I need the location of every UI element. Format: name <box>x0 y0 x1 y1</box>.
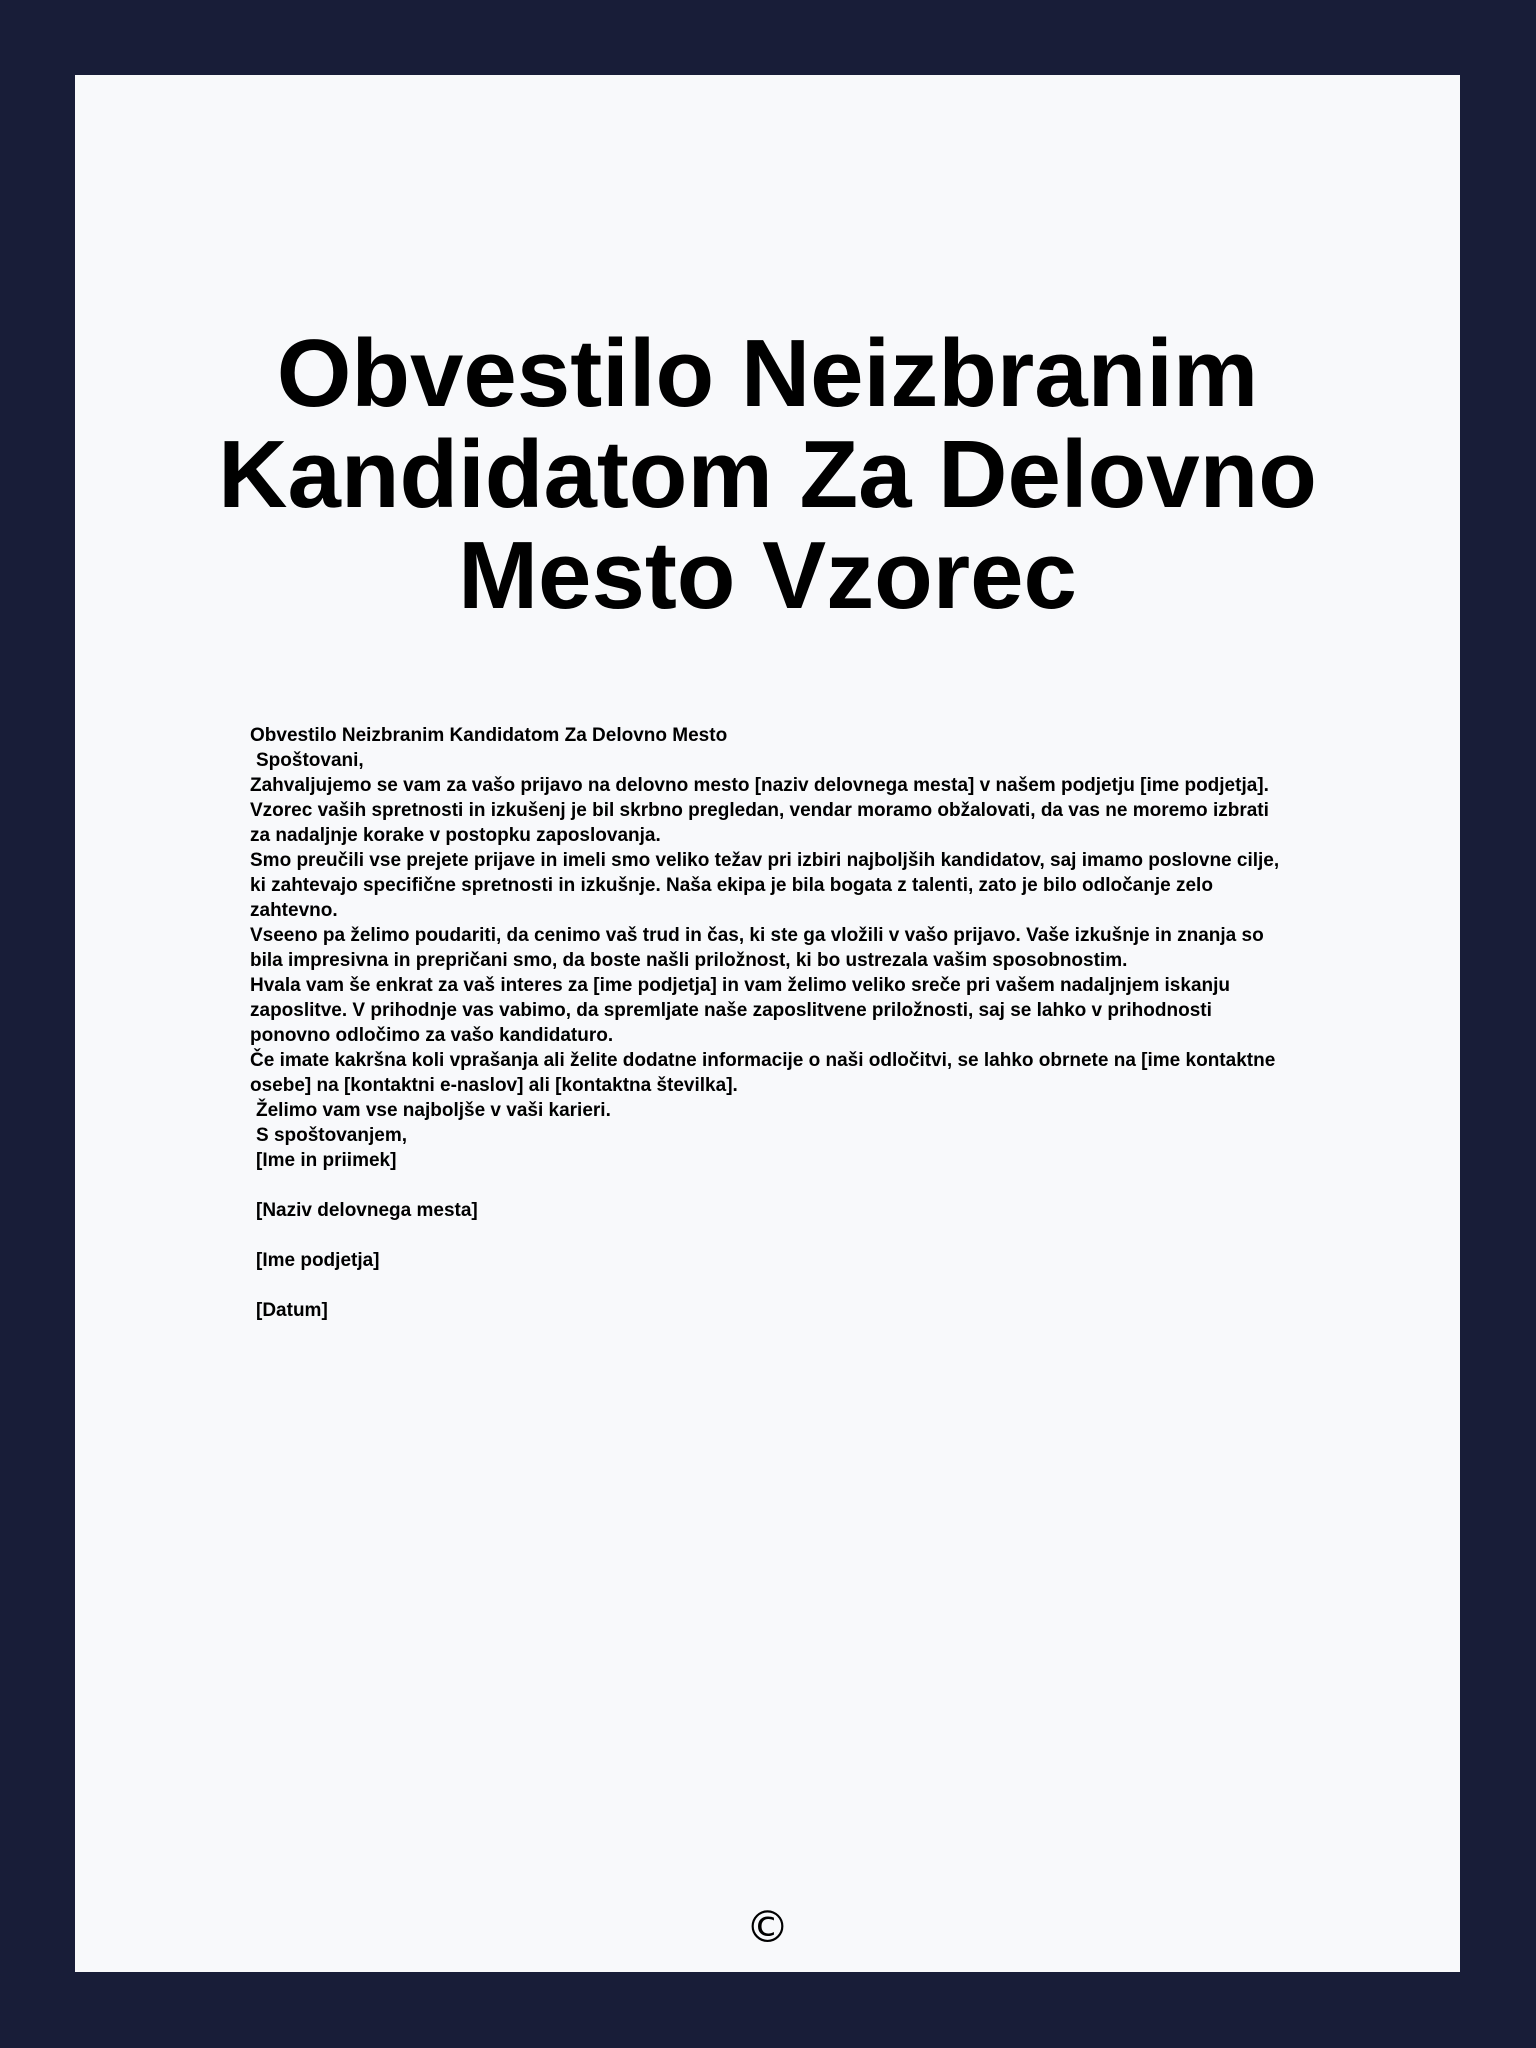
signature-name: [Ime in priimek] <box>256 1150 397 1171</box>
signature-company: [Ime podjetja] <box>256 1250 380 1271</box>
copyright-icon: © <box>745 1902 790 1953</box>
document-page <box>75 75 1460 1972</box>
signature-position: [Naziv delovnega mesta] <box>256 1200 478 1221</box>
letter-paragraph: Vseeno pa želimo poudariti, da cenimo vaš trud in čas, ki ste ga vložili v vašo prijavo. Vaše izkušnje in znanja so bila impresivna in prepričani smo, da boste našli priložnost, ki bo ustrezala vašim sposobnostim. <box>250 925 1264 971</box>
letter-paragraph: Če imate kakršna koli vprašanja ali želite dodatne informacije o naši odločitvi, se lahko obrnete na [ime kontaktne osebe] na [kontaktni e-naslov] ali [kontaktna številka]. <box>250 1050 1276 1096</box>
spacer <box>250 1273 1290 1298</box>
letter-paragraph: Zahvaljujemo se vam za vašo prijavo na delovno mesto [naziv delovnega mesta] v našem podjetju [ime podjetja]. Vzorec vaših spretnosti in izkušenj je bil skrbno pregledan, vendar moramo obžalovati, da vas ne moremo izbrati za nadaljnje korake v postopku zaposlovanja. <box>250 775 1269 846</box>
letter-closing-wish: Želimo vam vse najboljše v vaši karieri. <box>256 1100 611 1121</box>
letter-body <box>250 723 1290 1323</box>
letter-paragraph: Hvala vam še enkrat za vaš interes za [ime podjetja] in vam želimo veliko sreče pri vašem nadaljnjem iskanju zaposlitve. V prihodnje vas vabimo, da spremljate naše zaposlitvene priložnosti, saj se lahko v prihodnosti ponovno odločimo za vašo kandidaturo. <box>250 975 1231 1046</box>
spacer <box>250 1173 1290 1198</box>
letter-paragraph: Smo preučili vse prejete prijave in imeli smo veliko težav pri izbiri najboljših kandidatov, saj imamo poslovne cilje, ki zahtevajo specifične spretnosti in izkušnje. Naša ekipa je bila bogata z talenti, zato je bilo odločanje zelo zahtevno. <box>250 850 1280 921</box>
letter-greeting: Spoštovani, <box>256 750 364 771</box>
spacer <box>250 1223 1290 1248</box>
document-title: Obvestilo Neizbranim Kandidatom Za Delovno Mesto Vzorec <box>218 320 1317 629</box>
signature-date: [Datum] <box>256 1300 328 1321</box>
letter-heading: Obvestilo Neizbranim Kandidatom Za Delovno Mesto <box>250 725 728 746</box>
letter-sign-off: S spoštovanjem, <box>256 1125 407 1146</box>
